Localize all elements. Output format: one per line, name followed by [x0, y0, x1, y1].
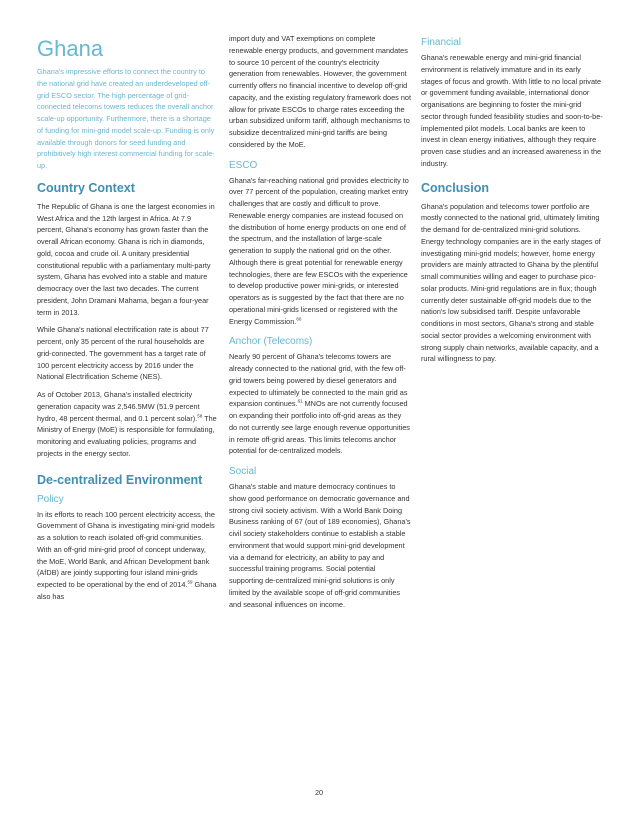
social-paragraph: Ghana's stable and mature democracy continues to show good performance on democratic governance and strong civil society activism. With a World Bank Doing Business ranking of 67 (out of 189 economies), Ghana's civil society stakeholders continue to establish a stable environment that would support mini-grid development via a demand for electricity, an ability to pay and successful training programs. Social potential supporting de-centralized mini-grid solutions is only limited by the available scope of off-grid communities and seasonal influences on income.	[229, 482, 411, 609]
intro-paragraph: Ghana's impressive efforts to connect the country to the national grid have created an underdeveloped off-grid ESCO sector. The high percentage of grid-connected telecoms towers reduces the overall anchor scale-up opportunity. Furthermore, there is a shortage of funding for mini-grid model scale-up. Funding is only available through donors for seed funding and prohibitively high interest commercial funding for scale-up.	[37, 67, 215, 170]
conclusion-heading: Conclusion	[421, 180, 490, 195]
anchor-paragraph: Nearly 90 percent of Ghana's telecoms towers are already connected to the national grid, with the few off-grid towers being powered by diesel generators and expected to ultimately be connected to the main grid as expansion continues.$^{61}$ MNOs are not currently focused on expanding their portfolio into off-grid areas as they do not currently see large enough revenue opportunities in remote off-grid areas. This limits telecoms anchor potential for de-centralized models.	[229, 352, 410, 456]
column-right	[421, 0, 603, 371]
column-left	[37, 0, 217, 609]
conclusion-paragraph: Ghana's population and telecoms tower portfolio are mostly connected to the national grid, ultimately limiting the demand for de-centralized mini-grid solutions. Energy technology companies are in the early stages of investigating mini-grid models; however, home energy providers are mainly attracted to Ghana by the plentiful small communities willing and eager to purchase pico-solar products. Mini-grid regulations are in flux; though currently deter sustainable off-grid models due to the nation's low subsidised tariff. Despite unfavorable conditions in most sectors, Ghana's strong and stable social sector provides a welcoming environment with strong supply chain networks, available capacity, and a rural willingness to pay.	[421, 201, 601, 364]
country-context-paragraph-3: As of October 2013, Ghana's installed electricity generation capacity was 2,546.5MW (51.9 percent hydro, 48 percent thermal, and 0.1 percent solar).$^{58}$ The Ministry of Energy (MoE) is responsible for formulating, monitoring and evaluating policies, programs and projects in the energy sector.	[37, 390, 217, 458]
column-middle	[229, 0, 411, 616]
financial-paragraph: Ghana's renewable energy and mini-grid financial environment is relatively immature and in its early stages of focus and growth. With little to no local private or government funding available, international donor organisations are beginning to foster the mini-grid sector through funded feasibility studies and soon-to-be-implemented pilot models. Local banks are keen to invest in clean energy initiatives, although they require proven case studies and an increased awareness in the industry.	[421, 53, 603, 168]
esco-heading: ESCO	[229, 159, 258, 171]
policy-heading: Policy	[37, 493, 64, 505]
footnote-ref: 59	[187, 579, 193, 585]
policy-paragraph: In its efforts to reach 100 percent electricity access, the Government of Ghana is investigating mini-grid models as a solution to reach isolated off-grid communities. With an off-grid mini-grid proof of concept underway, the MoE, World Bank, and African Development bank (AfDB) are jointly supporting four island mini-grids expected to be operational by the end of 2014.59 Ghana also has	[37, 509, 217, 601]
page-number: 20	[314, 788, 324, 797]
footnote-ref: 61	[297, 398, 303, 404]
country-context-paragraph-2: While Ghana's national electrification rate is about 77 percent, only 35 percent of the rural households are grid-connected. The government has a target rate of 100 percent electricity access by 2016 under the National Electrification Scheme (NES).	[37, 325, 209, 382]
anchor-telecoms-heading: Anchor (Telecoms)	[229, 336, 313, 348]
policy-paragraph-continued: import duty and VAT exemptions on complete renewable energy products, and government mandates to source 10 percent of the country's electricity generation from renewables. However, the government currently offers no financial incentive to develop off-grid capacity, and the existing regulatory framework does not allow for private ESCOs to charge rates exceeding the urban subsidized uniform tariff, although mechanisms to subsidize decentralized mini-grid tariffs are being considered by the MoE.	[229, 34, 411, 149]
footnote-ref: 58	[197, 413, 203, 419]
social-heading: Social	[229, 466, 257, 477]
country-context-paragraph-1: The Republic of Ghana is one the largest economies in West Africa and the 12th largest in Africa. At 7.9 percent, Ghana's economy has grown faster than the overall African economy. Ghana is rich in diamonds, gold, cocoa and crude oil. A unitary presidential constitutional republic with a parliamentary multi-party system, Ghana has evolved into a stable and mature democracy over the last two decades. The current president, John Dramani Mahama, began a four-year term in 2013.	[37, 201, 215, 317]
financial-heading: Financial	[421, 37, 462, 48]
page-title: Ghana	[37, 36, 104, 61]
footnote-ref: 60	[296, 316, 302, 322]
decentralized-environment-heading: De-centralized Environment	[37, 472, 203, 487]
esco-paragraph: Ghana's far-reaching national grid provides electricity to over 77 percent of the population, creating market entry challenges that are costly and difficult to prove. Renewable energy companies are instead focused on the distribution of home energy products on one end of the spectrum, and the installation of large-scale generation to supply the national grid on the other. Although there is great potential for renewable energy technologies, there are few ESCOs with the experience to develop productive power mini-grids, or interested operators as is suggested by the fact that there are no operational mini-grids licensed or registered with the Energy Commission.$^{60}$	[229, 175, 409, 326]
country-context-heading: Country Context	[37, 180, 135, 195]
